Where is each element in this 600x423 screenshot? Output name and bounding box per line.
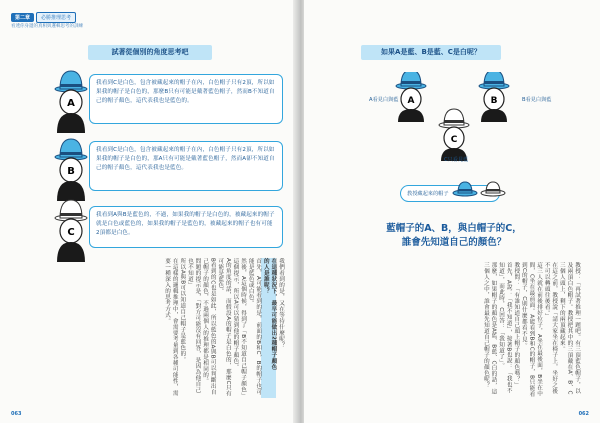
paragraph: 所以A與B可以知道自己帽子是藍色的。 xyxy=(179,258,186,363)
chapter-subtitle: 看透你身邊的真相與邏輯思考的訓練 xyxy=(11,24,83,29)
paragraph: 教授：「再試著推理一題吧。有三頂藍色帽子，以及兩頂白色帽子。教授把其中的三頂戴在A、B、C三個人頭上，剩下的兩頂藏起來。 xyxy=(558,262,580,395)
paragraph: 教授問：「有誰知道自己頭上帽子的顏色嗎？」 xyxy=(513,262,520,388)
paragraph: 問題的提示是，「對方可能沒有回答，是因為他自己也不知道」 xyxy=(186,258,201,394)
hat-person-b-icon xyxy=(49,135,93,201)
question-line: 誰會先知道自己的顏色？ xyxy=(401,237,507,248)
blue-hat-icon xyxy=(452,181,478,197)
body-text xyxy=(370,262,580,398)
page-number: 062 xyxy=(578,411,589,417)
section-heading: 如果A是藍、B是藍、C是白呢？ xyxy=(361,45,501,60)
hat-diagram xyxy=(344,72,564,182)
hat-band xyxy=(60,152,82,155)
caption-card-b xyxy=(89,141,283,191)
person-letter: C xyxy=(67,227,75,238)
puzzle-question xyxy=(344,222,564,250)
person-b-figure xyxy=(49,135,93,201)
hat-band xyxy=(60,84,82,87)
paragraph: 我們看到的是，又在等待什麼呢？ xyxy=(278,258,284,348)
page-number: 063 xyxy=(11,411,22,417)
paragraph: 然後，A這個時候，得到了「B不知道自己帽子顏色」這個提示，所以A可以猜到他的帽子顏色。 xyxy=(232,258,247,396)
caption-text: 我看到A與B是藍色的，不過，如果我的帽子是白色的，被藏起來的帽子就是白色或藍色的，如果我的帽子是藍色的，被藏起來的帽子也有可能2頂都是白色。 xyxy=(96,212,275,236)
svg-text:C: C xyxy=(450,135,458,145)
body-text xyxy=(29,258,284,398)
person-b-icon xyxy=(479,72,509,122)
section-heading: 試著從個別的角度思考吧 xyxy=(88,45,212,60)
chapter-tag: 第二章 xyxy=(11,13,34,22)
svg-text:B: B xyxy=(490,96,498,106)
label-a: A看見白與藍 xyxy=(369,97,399,103)
hat-band xyxy=(60,213,82,216)
paragraph: 那麼，如果帽子的顏色是A藍、B藍、C白的話，這三個人之中，誰會最先知道自己帽子的顏色呢？ xyxy=(482,262,497,395)
highlight-paragraph: 在這種狀況下，最早可能做出2種帽子顏色 xyxy=(269,258,277,398)
person-letter: B xyxy=(67,166,75,177)
right-page xyxy=(304,0,600,423)
chapter-name: 必勝推理思考 xyxy=(36,12,76,23)
diagram-svg xyxy=(344,72,564,182)
body xyxy=(57,113,85,133)
paragraph: 在這樣的邏輯推理中，會需要考量到各種可能性，需要一種深入的思考方式。 xyxy=(164,258,178,396)
paragraph: 首先，A可能看到的是，前面的B和C，B的帽子也可能是藍色或白色。 xyxy=(247,258,262,396)
person-c-figure xyxy=(49,196,93,262)
chapter-header xyxy=(11,12,76,23)
paragraph: 這三人就在前後排好位子，A坐在最後面，B坐在中間，C坐在最前面。A能看到B和C的帽子，B只能看到C的帽子，C則什麼都看不見。 xyxy=(520,262,543,398)
person-a-figure xyxy=(49,67,93,133)
caption-card-a xyxy=(89,74,283,124)
paragraph: 在這之前，教授說「請大家坐在椅子上，坐好之後不可以轉頭往後看。」 xyxy=(543,262,558,394)
person-letter: A xyxy=(67,98,75,109)
white-hat-icon xyxy=(480,181,506,197)
paragraph: B看到的C也是如此，所以藍色的A與B可以判斷出自己帽子的顏色，不過兩個人的推理都是相同的。 xyxy=(202,258,216,396)
caption-card-c xyxy=(89,206,283,248)
paragraph: A的角度的話，而假設A的帽子是白色的，那麼C只有可能是藍色。 xyxy=(217,258,231,397)
caption-text: 我看到C是白色，包含被藏起來的帽子在內，白色帽子只有2頂，所以如果我的帽子是白色的，那A只有可能是戴著藍色帽子，然而A卻不知道自己的帽子顏色，這代表我也是藍色。 xyxy=(96,147,275,171)
label-b: B看見白與藍 xyxy=(522,97,552,103)
hat-person-c-icon xyxy=(49,196,93,262)
paragraph: 首先，A說：「我不知道」，接著B也說：「我也不知道」，而此時，C回答：「我知道了」。 xyxy=(498,262,512,394)
svg-text:A: A xyxy=(407,96,415,106)
highlight-paragraph: 的人是誰呢？ xyxy=(261,258,269,398)
caption-text: 我看到C是白色，包含被藏起來的帽子在內，白色帽子只有2頂，所以如果我的帽子是白色的，那麼B只有可能是戴著藍色帽子，然而B不知道自己的帽子顏色，這代表我也是藍色的。 xyxy=(96,80,275,104)
question-line: 藍帽子的A、B，與白帽子的C， xyxy=(386,223,522,234)
left-page xyxy=(0,0,296,423)
person-c-icon xyxy=(439,109,469,161)
label-c: C只看見藍 xyxy=(444,157,469,163)
hat-person-a-icon xyxy=(49,67,93,133)
hidden-hats-label: 教授藏起來的帽子 xyxy=(407,191,449,197)
person-a-icon xyxy=(396,72,426,122)
